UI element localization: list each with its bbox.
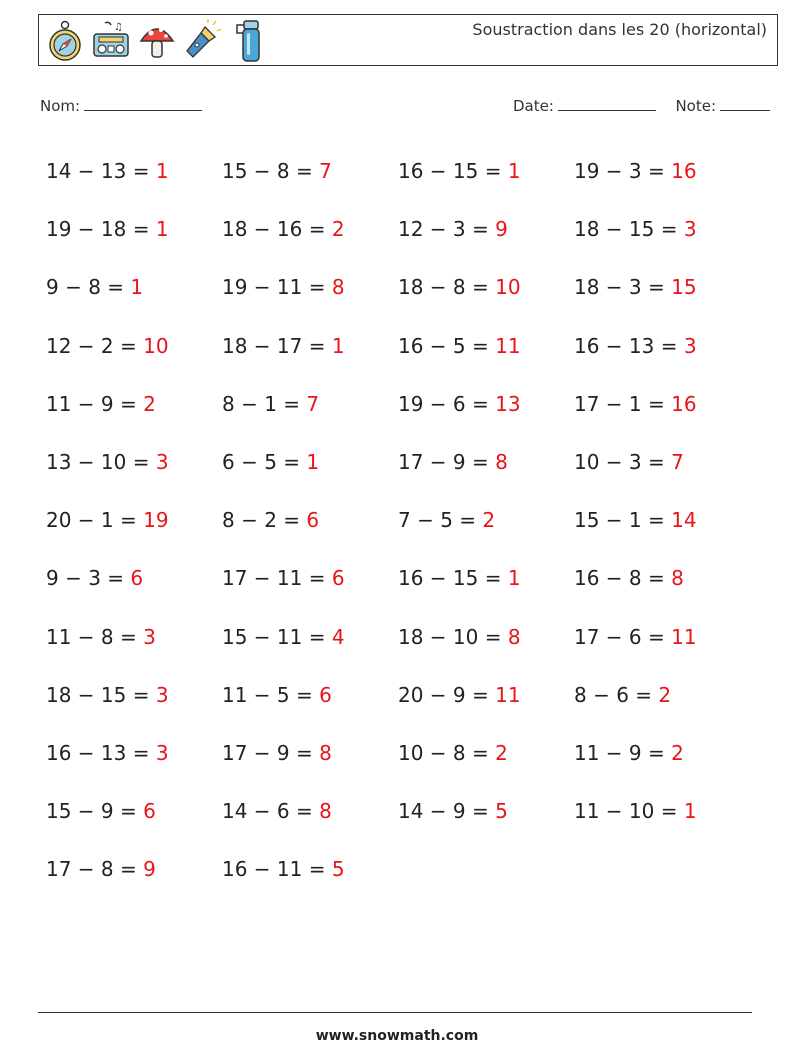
problem-question: 11 − 9 = bbox=[574, 740, 672, 765]
problem-item bbox=[46, 450, 222, 474]
problem-question: 16 − 13 = bbox=[574, 333, 684, 358]
problem-question: 18 − 16 = bbox=[222, 217, 332, 242]
problem-item bbox=[46, 508, 222, 532]
problem-question: 6 − 5 = bbox=[222, 450, 307, 475]
problem-item bbox=[222, 392, 398, 416]
problem-answer: 1 bbox=[130, 275, 144, 300]
problem-row bbox=[46, 608, 766, 666]
problem-question: 7 − 5 = bbox=[398, 508, 483, 533]
problem-row bbox=[46, 782, 766, 840]
problem-item bbox=[574, 159, 750, 183]
problem-answer: 15 bbox=[671, 275, 697, 300]
date-label: Date: bbox=[512, 97, 554, 115]
problem-question: 14 − 9 = bbox=[398, 799, 496, 824]
problem-item bbox=[46, 159, 222, 183]
problem-question: 19 − 6 = bbox=[398, 391, 496, 416]
problem-question: 8 − 6 = bbox=[574, 682, 659, 707]
problem-answer: 11 bbox=[671, 624, 697, 649]
problem-answer: 6 bbox=[306, 508, 320, 533]
problem-row bbox=[46, 142, 766, 200]
problem-question: 19 − 11 = bbox=[222, 275, 332, 300]
problem-question: 11 − 10 = bbox=[574, 799, 684, 824]
problem-question: 17 − 6 = bbox=[574, 624, 672, 649]
problem-answer: 11 bbox=[495, 682, 521, 707]
problem-question: 14 − 6 = bbox=[222, 799, 320, 824]
name-field bbox=[40, 94, 202, 115]
problem-item bbox=[46, 625, 222, 649]
problem-item bbox=[222, 508, 398, 532]
problem-item bbox=[398, 799, 574, 823]
problem-question: 15 − 11 = bbox=[222, 624, 332, 649]
problem-question: 15 − 1 = bbox=[574, 508, 672, 533]
problem-answer: 9 bbox=[495, 217, 508, 242]
problem-item bbox=[574, 625, 750, 649]
problem-item bbox=[222, 450, 398, 474]
problem-row bbox=[46, 317, 766, 375]
problem-item bbox=[398, 741, 574, 765]
note-blank[interactable] bbox=[720, 94, 770, 111]
worksheet-title: Soustraction dans les 20 (horizontal) bbox=[472, 20, 767, 39]
problem-question: 10 − 8 = bbox=[398, 740, 496, 765]
problem-answer: 2 bbox=[495, 740, 508, 765]
problem-answer: 2 bbox=[671, 740, 684, 765]
problem-answer: 7 bbox=[319, 159, 332, 184]
problem-answer: 14 bbox=[671, 508, 697, 533]
problem-question: 18 − 3 = bbox=[574, 275, 672, 300]
problem-item bbox=[574, 217, 750, 241]
problem-item bbox=[398, 217, 574, 241]
problem-row bbox=[46, 491, 766, 549]
problem-answer: 1 bbox=[683, 799, 697, 824]
problem-item bbox=[46, 392, 222, 416]
problem-answer: 5 bbox=[495, 799, 508, 824]
problem-item bbox=[222, 334, 398, 358]
problem-item bbox=[574, 741, 750, 765]
problem-question: 18 − 8 = bbox=[398, 275, 496, 300]
problem-item bbox=[222, 159, 398, 183]
problem-question: 12 − 2 = bbox=[46, 333, 144, 358]
problem-item bbox=[398, 450, 574, 474]
problem-item bbox=[398, 508, 574, 532]
problem-answer: 4 bbox=[331, 624, 345, 649]
problem-item bbox=[46, 275, 222, 299]
problem-item bbox=[46, 857, 222, 881]
problem-item bbox=[222, 566, 398, 590]
problem-item bbox=[574, 392, 750, 416]
problem-question: 20 − 9 = bbox=[398, 682, 496, 707]
date-blank[interactable] bbox=[558, 94, 656, 111]
svg-text:♫: ♫ bbox=[114, 22, 123, 33]
problem-row bbox=[46, 433, 766, 491]
footer-divider bbox=[38, 1012, 752, 1013]
problem-question: 14 − 13 = bbox=[46, 159, 156, 184]
problem-item bbox=[574, 275, 750, 299]
problem-question: 16 − 11 = bbox=[222, 857, 332, 882]
problem-answer: 2 bbox=[482, 508, 496, 533]
problem-question: 16 − 5 = bbox=[398, 333, 496, 358]
problem-answer: 7 bbox=[306, 391, 320, 416]
problem-answer: 9 bbox=[143, 857, 156, 882]
flashlight-icon bbox=[183, 19, 223, 63]
problem-item bbox=[574, 334, 750, 358]
problem-question: 18 − 15 = bbox=[574, 217, 684, 242]
problem-answer: 8 bbox=[495, 450, 508, 475]
problem-item bbox=[398, 275, 574, 299]
problem-question: 16 − 13 = bbox=[46, 740, 156, 765]
problem-answer: 3 bbox=[683, 333, 697, 358]
problem-answer: 6 bbox=[331, 566, 345, 591]
problem-question: 17 − 9 = bbox=[398, 450, 496, 475]
problem-answer: 1 bbox=[507, 566, 521, 591]
problem-row bbox=[46, 200, 766, 258]
problem-answer: 3 bbox=[155, 740, 169, 765]
problem-question: 18 − 10 = bbox=[398, 624, 508, 649]
problem-item bbox=[398, 159, 574, 183]
problem-item bbox=[222, 683, 398, 707]
problem-row bbox=[46, 375, 766, 433]
problem-answer: 3 bbox=[683, 217, 697, 242]
name-label: Nom: bbox=[40, 97, 81, 115]
problem-item bbox=[398, 392, 574, 416]
problem-question: 11 − 8 = bbox=[46, 624, 144, 649]
problem-item bbox=[222, 741, 398, 765]
problem-row bbox=[46, 724, 766, 782]
problem-item bbox=[46, 217, 222, 241]
problem-question: 9 − 8 = bbox=[46, 275, 131, 300]
problem-question: 16 − 8 = bbox=[574, 566, 672, 591]
problem-question: 19 − 3 = bbox=[574, 159, 672, 184]
problem-question: 20 − 1 = bbox=[46, 508, 144, 533]
problem-question: 15 − 9 = bbox=[46, 799, 144, 824]
problem-item bbox=[46, 334, 222, 358]
problem-answer: 13 bbox=[495, 391, 521, 416]
name-blank[interactable] bbox=[84, 94, 202, 111]
problem-question: 9 − 3 = bbox=[46, 566, 131, 591]
problem-item bbox=[398, 625, 574, 649]
problem-question: 17 − 1 = bbox=[574, 391, 672, 416]
problem-question: 17 − 11 = bbox=[222, 566, 332, 591]
problem-item bbox=[398, 566, 574, 590]
problem-item bbox=[46, 683, 222, 707]
problem-answer: 8 bbox=[319, 799, 332, 824]
problem-question: 16 − 15 = bbox=[398, 159, 508, 184]
problem-answer: 7 bbox=[671, 450, 684, 475]
date-note-fields bbox=[513, 94, 770, 115]
problem-item bbox=[574, 683, 750, 707]
problem-item bbox=[574, 799, 750, 823]
mushroom-icon bbox=[137, 19, 177, 63]
problem-item bbox=[398, 683, 574, 707]
problem-item bbox=[222, 799, 398, 823]
problem-answer: 3 bbox=[155, 682, 169, 707]
problem-question: 18 − 17 = bbox=[222, 333, 332, 358]
problem-item bbox=[222, 625, 398, 649]
problem-question: 19 − 18 = bbox=[46, 217, 156, 242]
problem-item bbox=[574, 450, 750, 474]
problem-question: 17 − 8 = bbox=[46, 857, 144, 882]
problem-question: 13 − 10 = bbox=[46, 450, 156, 475]
problem-answer: 6 bbox=[143, 799, 156, 824]
problem-question: 15 − 8 = bbox=[222, 159, 320, 184]
problem-row bbox=[46, 666, 766, 724]
problem-answer: 1 bbox=[155, 159, 169, 184]
problem-answer: 1 bbox=[306, 450, 320, 475]
problem-answer: 11 bbox=[495, 333, 521, 358]
header-icons bbox=[45, 19, 269, 63]
problem-answer: 1 bbox=[331, 333, 345, 358]
problem-item bbox=[574, 508, 750, 532]
problems-grid bbox=[46, 142, 766, 898]
problem-question: 12 − 3 = bbox=[398, 217, 496, 242]
problem-answer: 19 bbox=[143, 508, 169, 533]
problem-row bbox=[46, 258, 766, 316]
problem-item bbox=[46, 741, 222, 765]
problem-item bbox=[222, 275, 398, 299]
problem-answer: 8 bbox=[319, 740, 332, 765]
problem-answer: 2 bbox=[658, 682, 672, 707]
problem-item bbox=[222, 217, 398, 241]
problem-answer: 16 bbox=[671, 391, 697, 416]
problem-answer: 16 bbox=[671, 159, 697, 184]
problem-answer: 1 bbox=[507, 159, 521, 184]
problem-answer: 3 bbox=[155, 450, 169, 475]
problem-answer: 2 bbox=[143, 391, 156, 416]
problem-answer: 10 bbox=[495, 275, 521, 300]
problem-item bbox=[398, 334, 574, 358]
problem-answer: 2 bbox=[331, 217, 345, 242]
compass-icon bbox=[45, 19, 85, 63]
footer-site: www.snowmath.com bbox=[315, 1028, 479, 1044]
problem-answer: 1 bbox=[155, 217, 169, 242]
thermos-icon bbox=[229, 19, 269, 63]
problem-item bbox=[46, 799, 222, 823]
problem-question: 10 − 3 = bbox=[574, 450, 672, 475]
problem-question: 11 − 5 = bbox=[222, 682, 320, 707]
problem-item bbox=[574, 566, 750, 590]
note-label: Note: bbox=[675, 97, 716, 115]
problem-question: 16 − 15 = bbox=[398, 566, 508, 591]
problem-answer: 6 bbox=[130, 566, 144, 591]
problem-item bbox=[222, 857, 398, 881]
problem-answer: 10 bbox=[143, 333, 169, 358]
problem-answer: 8 bbox=[671, 566, 684, 591]
problem-item bbox=[46, 566, 222, 590]
problem-question: 18 − 15 = bbox=[46, 682, 156, 707]
header-box bbox=[38, 14, 778, 66]
problem-row bbox=[46, 549, 766, 607]
problem-question: 17 − 9 = bbox=[222, 740, 320, 765]
problem-question: 8 − 1 = bbox=[222, 391, 307, 416]
problem-question: 11 − 9 = bbox=[46, 391, 144, 416]
problem-row bbox=[46, 840, 766, 898]
problem-answer: 5 bbox=[331, 857, 345, 882]
problem-answer: 8 bbox=[331, 275, 345, 300]
problem-answer: 6 bbox=[319, 682, 332, 707]
problem-answer: 8 bbox=[507, 624, 521, 649]
problem-answer: 3 bbox=[143, 624, 156, 649]
problem-question: 8 − 2 = bbox=[222, 508, 307, 533]
radio-icon bbox=[91, 19, 131, 63]
